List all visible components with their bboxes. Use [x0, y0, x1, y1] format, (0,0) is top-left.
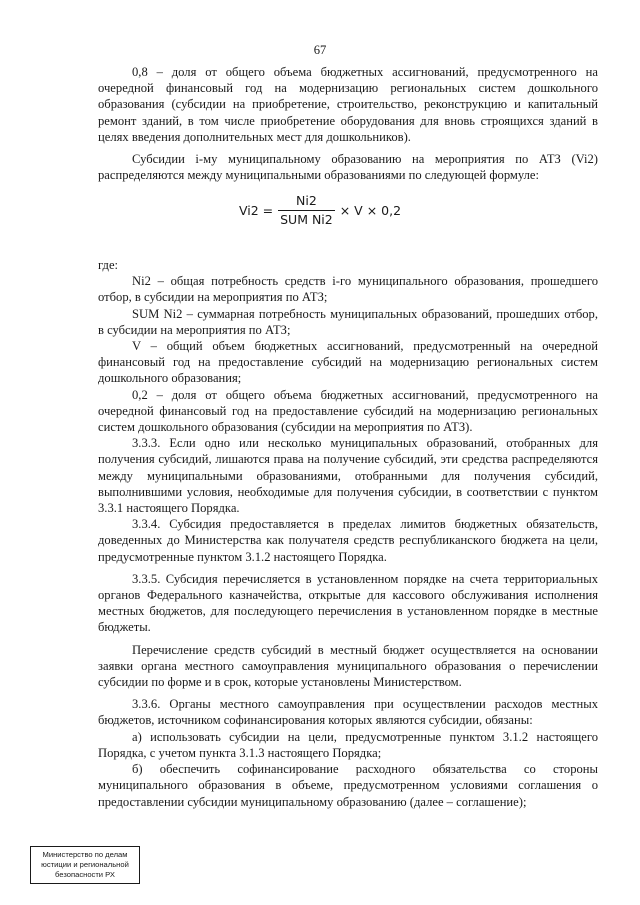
paragraph: б) обеспечить софинансирование расходного обязательства со стороны муниципального образования в объеме, предусмотренном условиями соглашения о предоставлении субсидии муниципальному образованию (далее – соглашение);: [98, 762, 598, 809]
paragraph: 0,8 – доля от общего объема бюджетных ассигнований, предусмотренного на очередной финансовый год на модернизацию региональных систем дошкольного образования (субсидии на приобретение, строительство, реконструкцию и капитальный ремонт зданий, в том числе приобретение оборудования для вновь строящихся зданий в целях введения дополнительных мест для дошкольников).: [98, 65, 598, 144]
paragraph: 3.3.3. Если одно или несколько муниципальных образований, отобранных для получения субсидий, лишаются права на получение субсидий, эти средства распределяются между муниципальными образованиями, отобранными для получения субсидий, выполнившими условия, необходимые для получения субсидии, в соответствии с пунктом 3.3.1 настоящего Порядка.: [98, 436, 598, 516]
paragraph: Ni2 – общая потребность средств i-го муниципального образования, прошедшего отбор, в субсидии на мероприятия по АТЗ;: [98, 274, 598, 305]
formula-rhs: × V × 0,2: [339, 202, 402, 218]
formula-denominator: SUM Ni2: [280, 212, 333, 228]
ministry-stamp: [30, 846, 140, 884]
paragraph: Субсидии i-му муниципальному образованию на мероприятия по АТЗ (Vi2) распределяются между муниципальными образованиями по следующей формуле:: [98, 152, 598, 183]
page-number: 67: [313, 43, 327, 57]
stamp-line: юстиции и региональной: [41, 860, 129, 869]
text-block-top: [98, 64, 598, 183]
paragraph: 3.3.4. Субсидия предоставляется в пределах лимитов бюджетных обязательств, доведенных до Министерства как получателя средств республиканского бюджета на цели, предусмотренные пунктом 3.1.2 настоящего Порядка.: [98, 517, 598, 564]
paragraph: 3.3.6. Органы местного самоуправления при осуществлении расходов местных бюджетов, источником софинансирования которых являются субсидии, обязаны:: [98, 697, 598, 728]
paragraph: V – общий объем бюджетных ассигнований, предусмотренный на очередной финансовый год на предоставление субсидий на модернизацию региональных систем дошкольного образования;: [98, 339, 598, 386]
formula: [0, 193, 640, 228]
paragraph: Перечисление средств субсидий в местный бюджет осуществляется на основании заявки органа местного самоуправления муниципального образования о перечислении субсидии по форме и в срок, которые установлены Министерством.: [98, 642, 598, 690]
paragraph: SUM Ni2 – суммарная потребность муниципальных образований, прошедших отбор, в субсидии на мероприятия по АТЗ;: [98, 306, 598, 337]
paragraph: 3.3.5. Субсидия перечисляется в установленном порядке на счета территориальных органов Федерального казначейства, открытые для кассового обслуживания исполнения местных бюджетов, для последующего перечисления в установленном порядке в местные бюджеты.: [98, 571, 598, 635]
formula-numerator: Ni2: [296, 193, 317, 208]
stamp-line: Министерство по делам: [42, 850, 128, 859]
paragraph: а) использовать субсидии на цели, предусмотренные пунктом 3.1.2 настоящего Порядка, с учетом пункта 3.1.3 настоящего Порядка;: [98, 729, 598, 760]
formula-lhs: Vi2 =: [238, 202, 274, 218]
paragraph: 0,2 – доля от общего объема бюджетных ассигнований, предусмотренного на очередной финансовый год на предоставление субсидий на модернизацию региональных систем дошкольного образования (субсидии на мероприятия по АТЗ).: [98, 387, 598, 435]
paragraph-where: где:: [98, 258, 119, 272]
stamp-line: безопасности РХ: [55, 870, 115, 879]
formula-fraction: [278, 193, 335, 228]
text-block-main: [98, 257, 598, 810]
